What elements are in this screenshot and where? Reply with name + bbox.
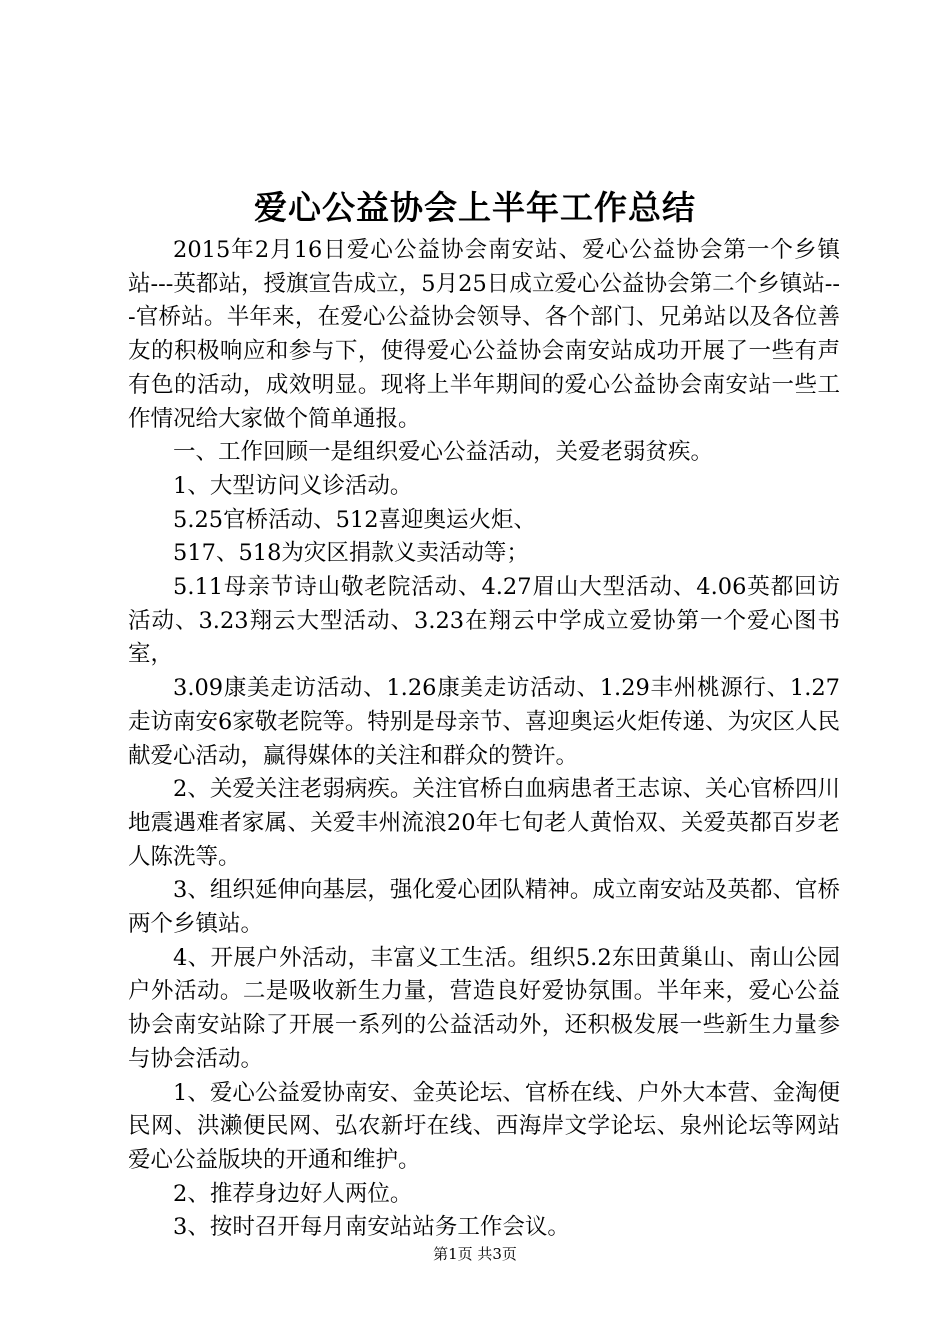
paragraph: 5.25官桥活动、512喜迎奥运火炬、	[173, 506, 537, 533]
paragraph: 2、关爱关注老弱病疾。关注官桥白血病患者王志谅、关心官桥四川地震遇难者家属、关爱丰州流浪20年七旬老人黄怡双、关爱英都百岁老人陈洗等。	[128, 776, 840, 870]
paragraph: 5.11母亲节诗山敬老院活动、4.27眉山大型活动、4.06英都回访活动、3.23翔云大型活动、3.23在翔云中学成立爱协第一个爱心图书室，	[128, 574, 840, 668]
paragraph: 2、推荐身边好人两位。	[173, 1180, 413, 1207]
paragraph: 2015年2月16日爱心公益协会南安站、爱心公益协会第一个乡镇站---英都站，授旗宣告成立，5月25日成立爱心公益协会第二个乡镇站---官桥站。半年来，在爱心公益协会领导、各个部门、兄弟站以及各位善友的积极响应和参与下，使得爱心公益协会南安站成功开展了一些有声有色的活动，成效明显。现将上半年期间的爱心公益协会南安站一些工作情况给大家做个简单通报。	[128, 237, 840, 432]
paragraph: 4、开展户外活动，丰富义工生活。组织5.2东田黄巢山、南山公园户外活动。二是吸收新生力量，营造良好爱协氛围。半年来，爱心公益协会南安站除了开展一系列的公益活动外，还积极发展一些新生力量参与协会活动。	[128, 944, 840, 1072]
paragraph: 1、大型访问义诊活动。	[173, 472, 413, 499]
paragraph: 3、按时召开每月南安站站务工作会议。	[173, 1214, 570, 1241]
paragraph: 517、518为灾区捐款义卖活动等；	[173, 540, 529, 567]
paragraph: 3、组织延伸向基层，强化爱心团队精神。成立南安站及英都、官桥两个乡镇站。	[128, 877, 840, 938]
document-body	[128, 234, 840, 1245]
page-footer: 第1页 共3页	[433, 1245, 517, 1263]
paragraph: 一、工作回顾一是组织爱心公益活动，关爱老弱贫疾。	[173, 439, 714, 466]
paragraph: 1、爱心公益爱协南安、金英论坛、官桥在线、户外大本营、金淘便民网、洪濑便民网、弘农新圩在线、西海岸文学论坛、泉州论坛等网站爱心公益版块的开通和维护。	[128, 1079, 840, 1173]
paragraph: 3.09康美走访活动、1.26康美走访活动、1.29丰州桃源行、1.27走访南安6家敬老院等。特别是母亲节、喜迎奥运火炬传递、为灾区人民献爱心活动，赢得媒体的关注和群众的赞许。	[128, 675, 840, 769]
document-title: 爱心公益协会上半年工作总结	[254, 188, 696, 227]
